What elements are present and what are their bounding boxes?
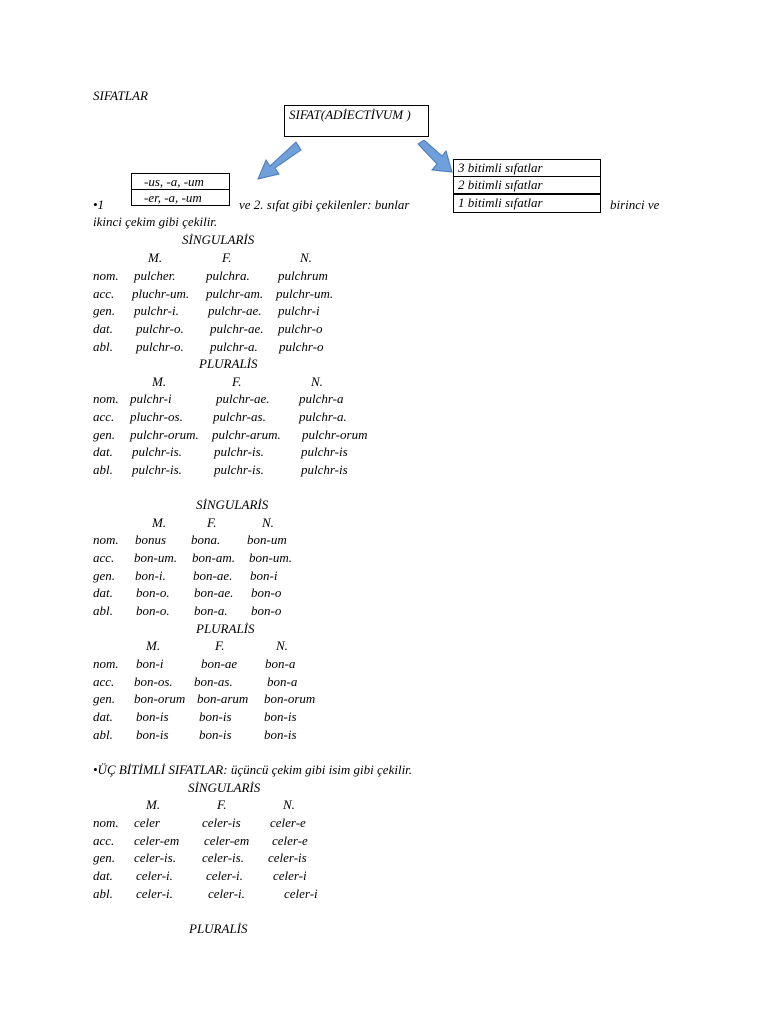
case-label: dat.: [93, 709, 113, 724]
gender-m: M.: [152, 374, 167, 389]
case-label: acc.: [93, 833, 115, 848]
form-f: bon-am.: [192, 550, 235, 565]
gender-n: N.: [283, 797, 295, 812]
form-n: bon-o: [251, 603, 282, 618]
arrow-down-right-icon: [414, 140, 454, 176]
form-m: bon-is: [136, 727, 169, 742]
case-label: abl.: [93, 603, 113, 618]
case-label: abl.: [93, 339, 113, 354]
form-n: celer-e: [270, 815, 306, 830]
form-n: bon-a: [265, 656, 296, 671]
intro-end: birinci ve: [610, 197, 660, 212]
form-f: pulchr-am.: [206, 286, 264, 301]
type-item: 3 bitimli sıfatlar: [453, 159, 601, 177]
form-f: pulchra.: [206, 268, 250, 283]
case-label: nom.: [93, 391, 119, 406]
form-m: pluchr-um.: [132, 286, 190, 301]
form-m: pulchr-i: [130, 391, 172, 406]
form-m: celer: [134, 815, 160, 830]
case-label: nom.: [93, 268, 119, 283]
case-label: nom.: [93, 815, 119, 830]
form-f: celer-i.: [208, 886, 245, 901]
form-m: bon-orum: [134, 691, 186, 706]
form-f: celer-em: [204, 833, 250, 848]
section-heading: [93, 761, 412, 778]
form-n: bon-is: [264, 709, 297, 724]
form-f: bon-a.: [194, 603, 228, 618]
case-label: dat.: [93, 321, 113, 336]
case-label: acc.: [93, 674, 115, 689]
case-label: dat.: [93, 585, 113, 600]
intro-middle: ve 2. sıfat gibi çekilenler: bunlar: [239, 197, 410, 212]
form-f: pulchr-arum.: [212, 427, 281, 442]
intro-bullet: •1: [93, 197, 105, 212]
gender-m: M.: [146, 638, 161, 653]
case-label: gen.: [93, 427, 116, 442]
case-label: abl.: [93, 727, 113, 742]
form-n: bon-o: [251, 585, 282, 600]
gender-m: M.: [152, 515, 167, 530]
form-n: celer-is: [268, 850, 307, 865]
form-f: bon-is: [199, 727, 232, 742]
form-m: celer-em: [134, 833, 180, 848]
form-f: pulchr-as.: [213, 409, 266, 424]
type-item: 2 bitimli sıfatlar: [453, 176, 601, 194]
form-f: pulchr-is.: [214, 462, 264, 477]
form-n: pulchr-a.: [299, 409, 347, 424]
arrow-down-left-icon: [250, 140, 302, 182]
plural-title: PLURALİS: [189, 921, 248, 936]
form-m: celer-i.: [136, 886, 173, 901]
form-f: celer-i.: [206, 868, 243, 883]
form-m: pulchr-o.: [136, 321, 184, 336]
form-f: celer-is.: [202, 850, 244, 865]
form-m: pulchr-is.: [132, 444, 182, 459]
form-n: celer-i: [284, 886, 318, 901]
form-m: bon-i: [136, 656, 164, 671]
form-m: celer-i.: [136, 868, 173, 883]
form-n: pulchr-is: [301, 462, 348, 477]
singular-title: SİNGULARİS: [188, 780, 261, 795]
case-label: abl.: [93, 886, 113, 901]
case-label: acc.: [93, 550, 115, 565]
form-m: pulchr-is.: [132, 462, 182, 477]
gender-f: F.: [207, 515, 217, 530]
form-n: pulchr-o: [279, 339, 324, 354]
form-f: pulchr-ae.: [216, 391, 270, 406]
form-m: bon-is: [136, 709, 169, 724]
ending-item: -us, -a, -um: [131, 173, 230, 190]
form-f: pulchr-ae.: [208, 303, 262, 318]
form-f: bon-ae: [201, 656, 238, 671]
case-label: gen.: [93, 303, 116, 318]
form-m: pluchr-os.: [130, 409, 183, 424]
form-m: bon-os.: [134, 674, 173, 689]
gender-m: M.: [148, 250, 163, 265]
gender-m: M.: [146, 797, 161, 812]
case-label: gen.: [93, 568, 116, 583]
form-n: pulchr-i: [278, 303, 320, 318]
case-label: nom.: [93, 656, 119, 671]
heading-rest: üçüncü çekim gibi isim gibi çekilir.: [230, 762, 413, 777]
form-m: pulchr-i.: [134, 303, 179, 318]
form-m: bonus: [135, 532, 167, 547]
plural-title: PLURALİS: [199, 356, 258, 371]
form-n: bon-a: [267, 674, 298, 689]
form-f: pulchr-is.: [214, 444, 264, 459]
form-m: bon-o.: [136, 603, 170, 618]
form-m: pulcher.: [134, 268, 176, 283]
type-item: 1 bitimli sıfatlar: [453, 194, 601, 213]
gender-n: N.: [311, 374, 323, 389]
form-m: pulchr-orum.: [130, 427, 199, 442]
form-f: bon-arum: [197, 691, 249, 706]
form-m: pulchr-o.: [136, 339, 184, 354]
case-label: dat.: [93, 868, 113, 883]
gender-n: N.: [276, 638, 288, 653]
form-m: bon-i.: [135, 568, 166, 583]
form-n: pulchr-um.: [276, 286, 334, 301]
form-f: bon-as.: [194, 674, 233, 689]
gender-f: F.: [222, 250, 232, 265]
plural-title: PLURALİS: [196, 621, 255, 636]
form-m: bon-um.: [134, 550, 177, 565]
intro-line2: ikinci çekim gibi çekilir.: [93, 214, 218, 229]
case-label: dat.: [93, 444, 113, 459]
form-m: celer-is.: [134, 850, 176, 865]
form-n: pulchr-is: [301, 444, 348, 459]
singular-title: SİNGULARİS: [196, 497, 269, 512]
gender-n: N.: [300, 250, 312, 265]
form-n: bon-orum: [264, 691, 316, 706]
case-label: abl.: [93, 462, 113, 477]
form-f: celer-is: [202, 815, 241, 830]
form-f: bon-is: [199, 709, 232, 724]
form-n: pulchrum: [278, 268, 328, 283]
form-n: celer-e: [272, 833, 308, 848]
gender-n: N.: [262, 515, 274, 530]
case-label: gen.: [93, 850, 116, 865]
form-n: bon-um.: [249, 550, 292, 565]
form-f: bon-ae.: [193, 568, 233, 583]
form-n: pulchr-a: [299, 391, 344, 406]
form-n: celer-i: [273, 868, 307, 883]
case-label: gen.: [93, 691, 116, 706]
form-f: pulchr-a.: [210, 339, 258, 354]
form-n: bon-i: [250, 568, 278, 583]
form-n: pulchr-orum: [302, 427, 368, 442]
case-label: acc.: [93, 409, 115, 424]
singular-title: SİNGULARİS: [182, 232, 255, 247]
gender-f: F.: [217, 797, 227, 812]
case-label: nom.: [93, 532, 119, 547]
form-n: bon-is: [264, 727, 297, 742]
gender-f: F.: [232, 374, 242, 389]
form-m: bon-o.: [136, 585, 170, 600]
form-f: pulchr-ae.: [210, 321, 264, 336]
form-f: bona.: [191, 532, 221, 547]
form-f: bon-ae.: [194, 585, 234, 600]
form-n: bon-um: [247, 532, 287, 547]
diagram-root-box: SIFAT(ADİECTİVUM ): [284, 105, 429, 137]
page-title: SIFATLAR: [93, 88, 148, 103]
case-label: acc.: [93, 286, 115, 301]
ending-item: -er, -a, -um: [131, 189, 230, 206]
heading-bullet: •ÜÇ BİTİMLİ SIFATLAR:: [93, 762, 228, 777]
form-n: pulchr-o: [278, 321, 323, 336]
gender-f: F.: [215, 638, 225, 653]
